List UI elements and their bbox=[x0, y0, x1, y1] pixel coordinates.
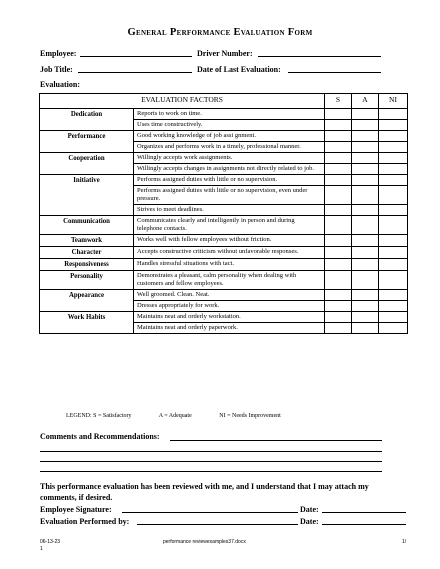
factor-cell: Dresses appropriately for work. bbox=[134, 301, 325, 312]
job-title-label: Job Title: bbox=[40, 65, 73, 74]
table-row bbox=[40, 153, 408, 164]
a-checkbox-cell[interactable] bbox=[352, 247, 379, 259]
legend-adequate: A = Adequate bbox=[158, 413, 192, 419]
s-checkbox-cell[interactable] bbox=[325, 186, 352, 205]
table-row bbox=[40, 175, 408, 186]
comments-line[interactable] bbox=[40, 461, 382, 462]
table-row bbox=[40, 271, 408, 290]
s-checkbox-cell[interactable] bbox=[325, 216, 352, 235]
table-row bbox=[40, 235, 408, 247]
a-checkbox-cell[interactable] bbox=[352, 235, 379, 247]
category-cell: Teamwork bbox=[40, 235, 134, 247]
category-cell: Cooperation bbox=[40, 153, 134, 175]
table-row bbox=[40, 216, 408, 235]
a-checkbox-cell[interactable] bbox=[352, 131, 379, 142]
factor-cell: Strives to meet deadlines. bbox=[134, 205, 325, 216]
s-checkbox-cell[interactable] bbox=[325, 271, 352, 290]
comments-label: Comments and Recommendations: bbox=[40, 432, 160, 441]
a-checkbox-cell[interactable] bbox=[352, 312, 379, 323]
performed-by-label: Evaluation Performed by: bbox=[40, 517, 130, 526]
footer-date: 06-13-23 bbox=[40, 539, 61, 545]
category-cell: Dedication bbox=[40, 109, 134, 131]
legend-satisfactory: LEGEND: S = Satisfactory bbox=[66, 413, 132, 419]
factor-cell: Demonstrates a pleasant, calm personality when dealing with customers and fellow employees. bbox=[134, 271, 325, 290]
factor-cell: Willingly accepts changes in assignments not directly related to job. bbox=[134, 164, 325, 175]
factor-cell: Handles stressful situations with tact. bbox=[134, 259, 325, 271]
ni-checkbox-cell[interactable] bbox=[379, 153, 408, 164]
a-checkbox-cell[interactable] bbox=[352, 216, 379, 235]
employee-label: Employee: bbox=[40, 49, 77, 58]
footer-filename: performance reviewexamples37.docx bbox=[163, 539, 246, 545]
employee-field[interactable] bbox=[80, 56, 192, 57]
evaluation-table bbox=[39, 93, 408, 334]
s-checkbox-cell[interactable] bbox=[325, 323, 352, 334]
performed-by-field[interactable] bbox=[137, 524, 298, 525]
job-title-field[interactable] bbox=[78, 72, 192, 73]
a-checkbox-cell[interactable] bbox=[352, 120, 379, 131]
s-checkbox-cell[interactable] bbox=[325, 175, 352, 186]
s-checkbox-cell[interactable] bbox=[325, 131, 352, 142]
comments-line[interactable] bbox=[40, 451, 382, 452]
ni-checkbox-cell[interactable] bbox=[379, 205, 408, 216]
ni-checkbox-cell[interactable] bbox=[379, 290, 408, 301]
s-checkbox-cell[interactable] bbox=[325, 109, 352, 120]
s-checkbox-cell[interactable] bbox=[325, 312, 352, 323]
factor-cell: Accepts constructive criticism without unfavorable responses. bbox=[134, 247, 325, 259]
s-checkbox-cell[interactable] bbox=[325, 142, 352, 153]
table-row bbox=[40, 247, 408, 259]
factor-cell: Performs assigned duties with little or no supervision, even under pressure. bbox=[134, 186, 325, 205]
table-header-row bbox=[40, 94, 408, 109]
s-checkbox-cell[interactable] bbox=[325, 205, 352, 216]
s-checkbox-cell[interactable] bbox=[325, 290, 352, 301]
a-checkbox-cell[interactable] bbox=[352, 301, 379, 312]
col-header-s: S bbox=[325, 94, 352, 109]
s-checkbox-cell[interactable] bbox=[325, 301, 352, 312]
factor-cell: Good working knowledge of job assi gnment. bbox=[134, 131, 325, 142]
col-header-a: A bbox=[352, 94, 379, 109]
col-header-factors: EVALUATION FACTORS bbox=[40, 94, 325, 109]
factor-cell: Well groomed. Clean. Neat. bbox=[134, 290, 325, 301]
factor-cell: Reports to work on time. bbox=[134, 109, 325, 120]
driver-number-label: Driver Number: bbox=[197, 49, 253, 58]
ni-checkbox-cell[interactable] bbox=[379, 131, 408, 142]
category-cell: Initiative bbox=[40, 175, 134, 216]
a-checkbox-cell[interactable] bbox=[352, 142, 379, 153]
factor-cell: Works well with fellow employees without friction. bbox=[134, 235, 325, 247]
a-checkbox-cell[interactable] bbox=[352, 290, 379, 301]
factor-cell: Uses time constructively. bbox=[134, 120, 325, 131]
a-checkbox-cell[interactable] bbox=[352, 109, 379, 120]
ni-checkbox-cell[interactable] bbox=[379, 271, 408, 290]
category-cell: Communication bbox=[40, 216, 134, 235]
employee-signature-label: Employee Signature: bbox=[40, 505, 112, 514]
employee-signature-field[interactable] bbox=[122, 512, 298, 513]
last-evaluation-field[interactable] bbox=[288, 72, 381, 73]
ni-checkbox-cell[interactable] bbox=[379, 120, 408, 131]
review-statement: This performance evaluation has been reviewed with me, and I understand that I may attach my comments, if desired. bbox=[40, 482, 369, 502]
ni-checkbox-cell[interactable] bbox=[379, 259, 408, 271]
last-evaluation-label: Date of Last Evaluation: bbox=[197, 65, 281, 74]
a-checkbox-cell[interactable] bbox=[352, 153, 379, 164]
factor-cell: Organizes and performs work in a timely, professional manner. bbox=[134, 142, 325, 153]
a-checkbox-cell[interactable] bbox=[352, 205, 379, 216]
a-checkbox-cell[interactable] bbox=[352, 186, 379, 205]
ni-checkbox-cell[interactable] bbox=[379, 142, 408, 153]
ni-checkbox-cell[interactable] bbox=[379, 323, 408, 334]
table-row bbox=[40, 290, 408, 301]
table-row bbox=[40, 312, 408, 323]
s-checkbox-cell[interactable] bbox=[325, 153, 352, 164]
comments-line[interactable] bbox=[40, 471, 382, 472]
legend-needs-improvement: NI = Needs Improvement bbox=[219, 413, 281, 419]
driver-number-field[interactable] bbox=[258, 56, 381, 57]
s-checkbox-cell[interactable] bbox=[325, 247, 352, 259]
ni-checkbox-cell[interactable] bbox=[379, 312, 408, 323]
table-row bbox=[40, 109, 408, 120]
ni-checkbox-cell[interactable] bbox=[379, 186, 408, 205]
ni-checkbox-cell[interactable] bbox=[379, 109, 408, 120]
legend bbox=[66, 413, 307, 419]
factor-cell: Performs assigned duties with little or no supervision. bbox=[134, 175, 325, 186]
s-checkbox-cell[interactable] bbox=[325, 235, 352, 247]
factor-cell: Maintains neat and orderly paperwork. bbox=[134, 323, 325, 334]
col-header-ni: NI bbox=[379, 94, 408, 109]
ni-checkbox-cell[interactable] bbox=[379, 235, 408, 247]
a-checkbox-cell[interactable] bbox=[352, 164, 379, 175]
table-row bbox=[40, 131, 408, 142]
form-title: General Performance Evaluation Form bbox=[127, 27, 313, 38]
performed-by-date-label: Date: bbox=[300, 517, 319, 526]
category-cell: Character bbox=[40, 247, 134, 259]
ni-checkbox-cell[interactable] bbox=[379, 301, 408, 312]
s-checkbox-cell[interactable] bbox=[325, 120, 352, 131]
category-cell: Work Habits bbox=[40, 312, 134, 334]
a-checkbox-cell[interactable] bbox=[352, 323, 379, 334]
category-cell: Appearance bbox=[40, 290, 134, 312]
footer-page-of: 1/ bbox=[402, 539, 407, 545]
category-cell: Personality bbox=[40, 271, 134, 290]
factor-cell: Maintains neat and orderly workstation. bbox=[134, 312, 325, 323]
employee-date-label: Date: bbox=[300, 505, 319, 514]
performed-by-date-field[interactable] bbox=[322, 524, 406, 525]
category-cell: Performance bbox=[40, 131, 134, 153]
table-row bbox=[40, 259, 408, 271]
ni-checkbox-cell[interactable] bbox=[379, 216, 408, 235]
category-cell: Responsiveness bbox=[40, 259, 134, 271]
evaluation-label: Evaluation: bbox=[40, 80, 81, 89]
s-checkbox-cell[interactable] bbox=[325, 164, 352, 175]
ni-checkbox-cell[interactable] bbox=[379, 175, 408, 186]
ni-checkbox-cell[interactable] bbox=[379, 164, 408, 175]
a-checkbox-cell[interactable] bbox=[352, 259, 379, 271]
s-checkbox-cell[interactable] bbox=[325, 259, 352, 271]
factor-cell: Willingly accepts work assignments. bbox=[134, 153, 325, 164]
footer-page-number: 1 bbox=[40, 546, 43, 552]
comments-line[interactable] bbox=[170, 440, 382, 441]
a-checkbox-cell[interactable] bbox=[352, 175, 379, 186]
factor-cell: Communicates clearly and intelligently in person and during telephone contacts. bbox=[134, 216, 325, 235]
a-checkbox-cell[interactable] bbox=[352, 271, 379, 290]
ni-checkbox-cell[interactable] bbox=[379, 247, 408, 259]
employee-date-field[interactable] bbox=[322, 512, 406, 513]
